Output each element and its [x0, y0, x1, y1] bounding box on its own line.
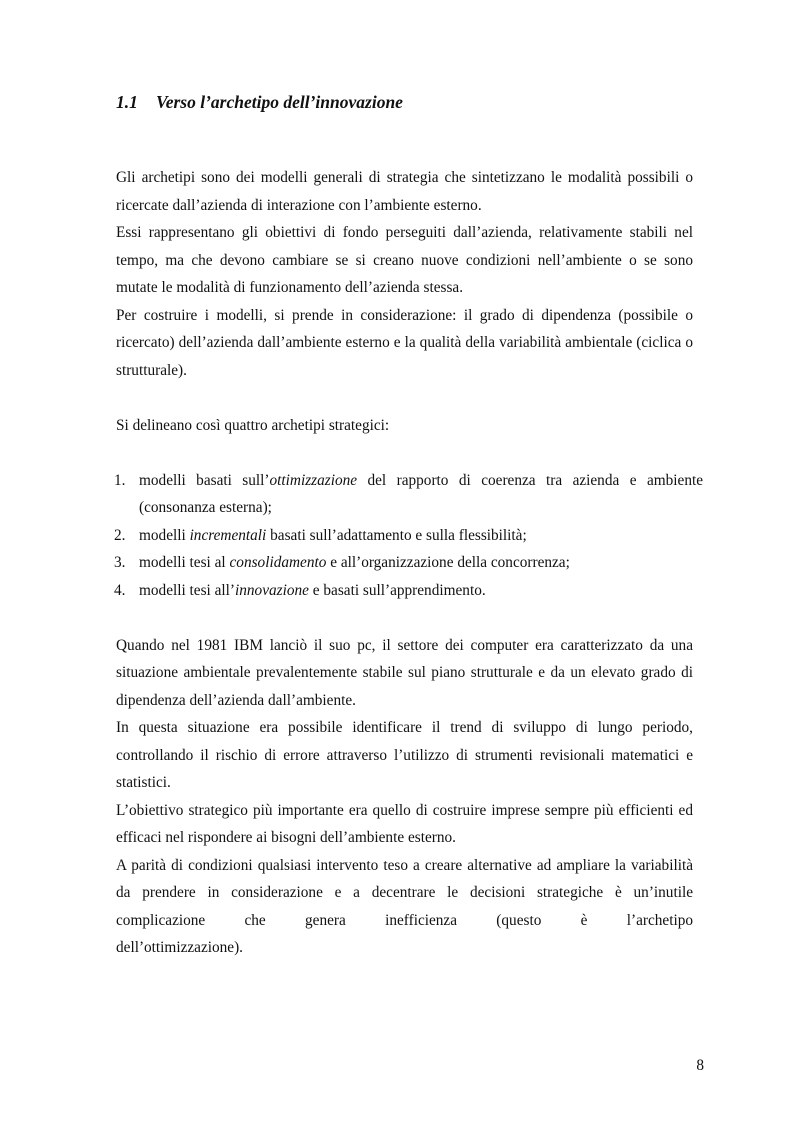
list-item [116, 467, 703, 522]
paragraph-strategic-objective: L’obiettivo strategico più importante era quello di costruire imprese sempre più efficienti ed efficaci nel rispondere ai bisogni dell’ambiente esterno. [116, 801, 693, 846]
paragraph-optimization-archetype-end: dell’ottimizzazione). [116, 939, 243, 956]
paragraph-trend-forecasting: In questa situazione era possibile identificare il trend di sviluppo di lungo periodo, controllando il rischio di errore attraverso l’utilizzo di strumenti revisionali matematici e statistici. [116, 719, 693, 791]
paragraph-gap [116, 604, 693, 632]
list-item-emphasis: incrementali [189, 526, 267, 544]
list-marker: 3. [114, 554, 126, 571]
section-title: Verso l’archetipo dell’innovazione [156, 92, 403, 112]
list-item-emphasis: consolidamento [229, 554, 327, 571]
list-marker: 1. [114, 471, 126, 489]
list-item [116, 577, 703, 605]
list-item-text: e all’organizzazione della concorrenza; [326, 554, 570, 571]
list-item [116, 549, 703, 577]
paragraph-archetypes-definition: Gli archetipi sono dei modelli generali di strategia che sintetizzano le modalità possibili o ricercate dall’azienda di interazione con l’ambiente esterno. [116, 169, 693, 214]
list-item-text: e basati sull’apprendimento. [308, 581, 486, 599]
paragraph-gap [116, 384, 693, 412]
list-item-text: modelli basati sull’ [139, 471, 270, 489]
list-item-emphasis: innovazione [235, 581, 309, 599]
paragraph-optimization-archetype: A parità di condizioni qualsiasi intervento teso a creare alternative ad ampliare la variabilità da prendere in considerazione e a decentrare le decisioni strategiche è un’inutile complicazione che genera inefficienza (questo è l’archetipo [116, 856, 693, 929]
list-item-text: del rapporto di coerenza tra azienda e ambiente (consonanza esterna); [139, 471, 704, 516]
list-item-text: modelli tesi al [139, 554, 230, 571]
list-item-text: modelli [139, 526, 190, 544]
paragraph-list-intro: Si delineano così quattro archetipi strategici: [116, 416, 390, 434]
paragraph-model-construction: Per costruire i modelli, si prende in considerazione: il grado di dipendenza (possibile o ricercato) dell’azienda dall’ambiente esterno e la qualità della variabilità ambientale (ciclica o strutturale). [116, 306, 693, 379]
archetype-list [116, 467, 703, 605]
list-item-text: modelli tesi all’ [139, 581, 236, 599]
list-item-emphasis: ottimizzazione [269, 471, 358, 489]
list-item-text: basati sull’adattamento e sulla flessibilità; [266, 526, 527, 544]
page-number: 8 [696, 1057, 704, 1074]
paragraph-objectives: Essi rappresentano gli obiettivi di fondo perseguiti dall’azienda, relativamente stabili nel tempo, ma che devono cambiare se si creano nuove condizioni nell’ambiente o se sono mutate le modalità di funzionamento dell’azienda stessa. [116, 224, 693, 296]
section-number: 1.1 [116, 92, 138, 112]
list-item [116, 522, 703, 550]
section-heading [116, 90, 702, 114]
paragraph-ibm-context: Quando nel 1981 IBM lanciò il suo pc, il settore dei computer era caratterizzato da una situazione ambientale prevalentemente stabile sul piano strutturale e da un elevato grado di dipendenza dell’azienda dall’ambiente. [116, 636, 693, 709]
list-marker: 4. [114, 581, 126, 599]
body-text [114, 164, 704, 962]
list-marker: 2. [114, 526, 126, 544]
paragraph-gap [116, 439, 693, 467]
